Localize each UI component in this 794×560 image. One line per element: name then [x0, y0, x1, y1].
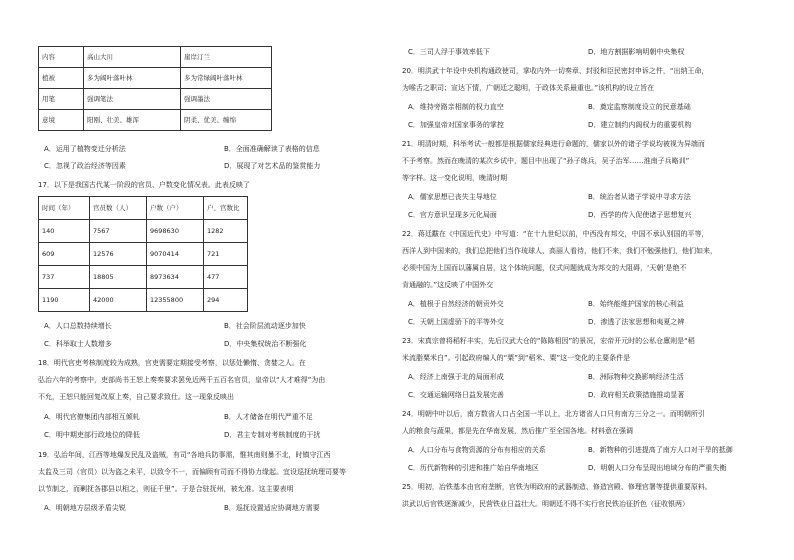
question-20-line: 为喉舌之职司；宣达下情，广朝廷之聪明，于政体关系最重也。”该机构的设立旨在 — [402, 84, 655, 92]
option-a[interactable]: A．运用了植物变迁分析法 — [44, 145, 126, 153]
table-cell: 时间（年） — [39, 197, 90, 220]
table-row — [39, 89, 272, 110]
table-row — [39, 243, 248, 266]
table-cell: 户、官数比 — [204, 197, 248, 220]
table-row — [39, 220, 248, 243]
table-cell: 7567 — [90, 220, 147, 243]
question-24-line: 人的粮食与蔬果，都是先在华南发展，然后推广至全国各地。材料意在强调 — [402, 427, 633, 435]
option-d[interactable]: D．政府相关政策措施推动显著 — [588, 391, 685, 399]
question-17-stem: 17．以下是我国古代某一阶段的官员、户数变化情况表。此表反映了 — [38, 181, 250, 189]
option-c[interactable]: C．忽视了政治经济等因素 — [44, 162, 126, 170]
option-b[interactable]: B．新物种的引进提高了南方人口对干旱的抵御 — [588, 446, 733, 454]
question-19-line: 太监及三司（官员）以为盗之未平，以致令不一，而偏顾有司而不得协力缘起。宜设巡抚统理司要等 — [38, 468, 346, 476]
table-cell: 18805 — [90, 266, 147, 289]
table-cell: 阴柔、优美、缠绵 — [181, 110, 272, 131]
option-d[interactable]: D．渗透了法家思想和夷夏之辨 — [588, 318, 685, 326]
table-cell: 多为阔叶落叶林 — [84, 68, 181, 89]
question-22-line: 西洋人到中国来的，我们总把他们当作琉球人、高丽人看待，他们不来，我们不勉强他们，他们如来， — [402, 247, 717, 255]
table-header-row — [39, 47, 272, 68]
option-b[interactable]: B．巡抚设置适应协调地方需要 — [224, 504, 320, 512]
table-cell: 1282 — [204, 220, 248, 243]
option-a[interactable]: A．明代官僚集团内部相互倾轧 — [44, 413, 140, 421]
option-d[interactable]: D．西学的传入促使诸子思想复兴 — [588, 211, 692, 219]
option-c[interactable]: C．历代新物种的引进和推广始自华南地区 — [408, 464, 539, 472]
option-c[interactable]: C．三司人浮于事效率低下 — [408, 48, 490, 56]
table-cell: 294 — [204, 289, 248, 312]
option-a[interactable]: A．经济上南强于北的局面形成 — [408, 373, 504, 381]
table-cell: 1190 — [39, 289, 90, 312]
table-cell: 737 — [39, 266, 90, 289]
option-d[interactable]: D．展现了对艺术品的鉴赏能力 — [224, 162, 321, 170]
option-c[interactable]: C．明中期吏部行政地位的降低 — [44, 431, 140, 439]
table-cell: 用笔 — [39, 89, 84, 110]
option-d[interactable]: D．中央集权统治不断强化 — [224, 340, 307, 348]
table-cell: 12355800 — [147, 289, 204, 312]
table-cell: 强调笔法 — [84, 89, 181, 110]
question-19-line: 以节制之，而剿抚各郡县以相之，则征千里”。于是合驻抚州，被允准。这主要表明 — [38, 485, 294, 493]
option-d[interactable]: D．建立制约内阁权力的重要机构 — [588, 121, 692, 129]
option-d[interactable]: D．君主专制对考核制度的干扰 — [224, 431, 321, 439]
option-c[interactable]: C．科举取士人数增多 — [44, 340, 112, 348]
option-d[interactable]: D．地方割据影响明朝中央集权 — [588, 48, 685, 56]
option-b[interactable]: B．全面准确解读了表格的信息 — [224, 145, 320, 153]
option-a[interactable]: A．植根于自然经济的朝贡外交 — [408, 300, 504, 308]
question-25-line: 洪武以后官铁逐渐减少，民营铁业日益壮大。明朝廷不得不实行官民铁冶征折色（征收银两） — [402, 500, 689, 508]
table-header-row — [39, 197, 248, 220]
option-b[interactable]: B．奠定监察制度设立的民意基础 — [588, 103, 691, 111]
option-a[interactable]: A．明朝地方层级矛盾尖锐 — [44, 504, 126, 512]
question-18-line: 不允，王恕只能回复改原上奏，自己要求致仕。这一现象反映出 — [38, 393, 234, 401]
option-a[interactable]: A．维持旁路亲相制的权力直空 — [408, 103, 504, 111]
question-21-line: 等字样。这一变化说明，晚清时期 — [402, 174, 507, 182]
option-b[interactable]: B．始终能维护国家的核心利益 — [588, 300, 684, 308]
question-25-line: 25．明初，冶铁基本由官府垄断，官铁为明政府的武器制造、修造宫殿、修理官署等提供重要原料。 — [402, 483, 712, 491]
question-23-line: 米流脂粟米白”。引起政府编人的“粟”到“稻米、粟”这一变化的主要条件是 — [402, 354, 631, 362]
table-cell: 植被 — [39, 68, 84, 89]
table-cell: 140 — [39, 220, 90, 243]
table-cell: 609 — [39, 243, 90, 266]
question-20-line: 20．明洪武十年设中央机构通政使司，掌收内外一切奏章、封驳和臣民密封申诉之件，“出纳王命， — [402, 67, 709, 75]
question-22-line: 肯通融的。”这反映了中国外交 — [402, 281, 494, 289]
table-cell: 崖岸汀兰 — [181, 47, 272, 68]
table-cell: 强调墨法 — [181, 89, 272, 110]
question-19-line: 19．弘治年间，江西等地爆发民乱及盗贼，有司“各地兵防事需，惟其南则暴不北，时镇守江西 — [38, 451, 331, 459]
option-b[interactable]: B．人才储备在明代严重不足 — [224, 413, 313, 421]
question-24-line: 24．明朝中叶以后，南方数省人口占全国一半以上，北方诸省人口只有南方三分之一。而明朝所引 — [402, 410, 705, 418]
option-b[interactable]: B．社会阶层流动逐步加快 — [224, 322, 306, 330]
option-c[interactable]: C．官方意识呈现多元化局面 — [408, 211, 497, 219]
table-row — [39, 110, 272, 131]
option-d[interactable]: D．明朝人口分布呈现出地域分布的严重失衡 — [588, 464, 727, 472]
table-row — [39, 289, 248, 312]
option-b[interactable]: B．洲际物种交换影响经济生活 — [588, 373, 684, 381]
question-18-line: 18．明代官吏考核制度较为成熟，官吏需要定期接受考察，以惩处懒惰、贪婪之人。在 — [38, 359, 306, 367]
option-c[interactable]: C．天朝上国虚骄下的平等外交 — [408, 318, 504, 326]
table-cell: 12576 — [90, 243, 147, 266]
question-22-line: 22．蒋廷黻在《中国近代史》中写道：“在十九世纪以前，中西没有邦交，中国不承认别国的平等， — [402, 230, 709, 238]
option-c[interactable]: C．加强皇帝对国家事务的掌控 — [408, 121, 504, 129]
official-household-table — [38, 196, 248, 312]
landscape-comparison-table — [38, 46, 272, 131]
question-18-line: 弘治六年的考察中，吏部尚书王恕上奏奏要求罢免近两千五百名官员，皇帝以“人才难得”为由 — [38, 376, 326, 384]
table-cell: 多为常绿阔叶落叶林 — [181, 68, 272, 89]
option-a[interactable]: A．人口分布与食物资源的分布有相应的关系 — [408, 446, 546, 454]
option-b[interactable]: B．统治者从诸子学说中寻求方法 — [588, 193, 691, 201]
table-cell: 内容 — [39, 47, 84, 68]
table-row — [39, 266, 248, 289]
table-cell: 477 — [204, 266, 248, 289]
table-cell: 9698630 — [147, 220, 204, 243]
table-cell: 721 — [204, 243, 248, 266]
table-cell: 高山大川 — [84, 47, 181, 68]
option-c[interactable]: C．交通运输网络日益发展完善 — [408, 391, 504, 399]
table-cell: 户数（户） — [147, 197, 204, 220]
table-cell: 官员数（人） — [90, 197, 147, 220]
question-22-line: 必须中国为上国而以藩属自居，这个体统问题，仪式问题就成为邦交的大阻碍，‘天朝’是绝不 — [402, 264, 687, 272]
table-cell: 9070414 — [147, 243, 204, 266]
question-23-line: 23．宋真宗曾将稻籽丰实，先后汉武大仓的“陈陈相因”的景况，宏帝开元时的公私仓廪则是“稻 — [402, 337, 695, 345]
table-cell: 42000 — [90, 289, 147, 312]
table-cell: 8973634 — [147, 266, 204, 289]
table-row — [39, 68, 272, 89]
question-21-line: 21．明清时期，科举考试一般都是根据儒家经典进行命题的，儒家以外的诸子学说均被视为异端而 — [402, 140, 705, 148]
option-a[interactable]: A．人口总数持续增长 — [44, 322, 112, 330]
table-cell: 意境 — [39, 110, 84, 131]
table-cell: 阳刚、壮美、雄浑 — [84, 110, 181, 131]
question-21-line: 不予考察。然而在晚清的某次乡试中，题目中出现了“孙子练兵，吴子治军……淮南子兵略训” — [402, 157, 690, 165]
option-a[interactable]: A．儒家思想已丧失主导地位 — [408, 193, 497, 201]
